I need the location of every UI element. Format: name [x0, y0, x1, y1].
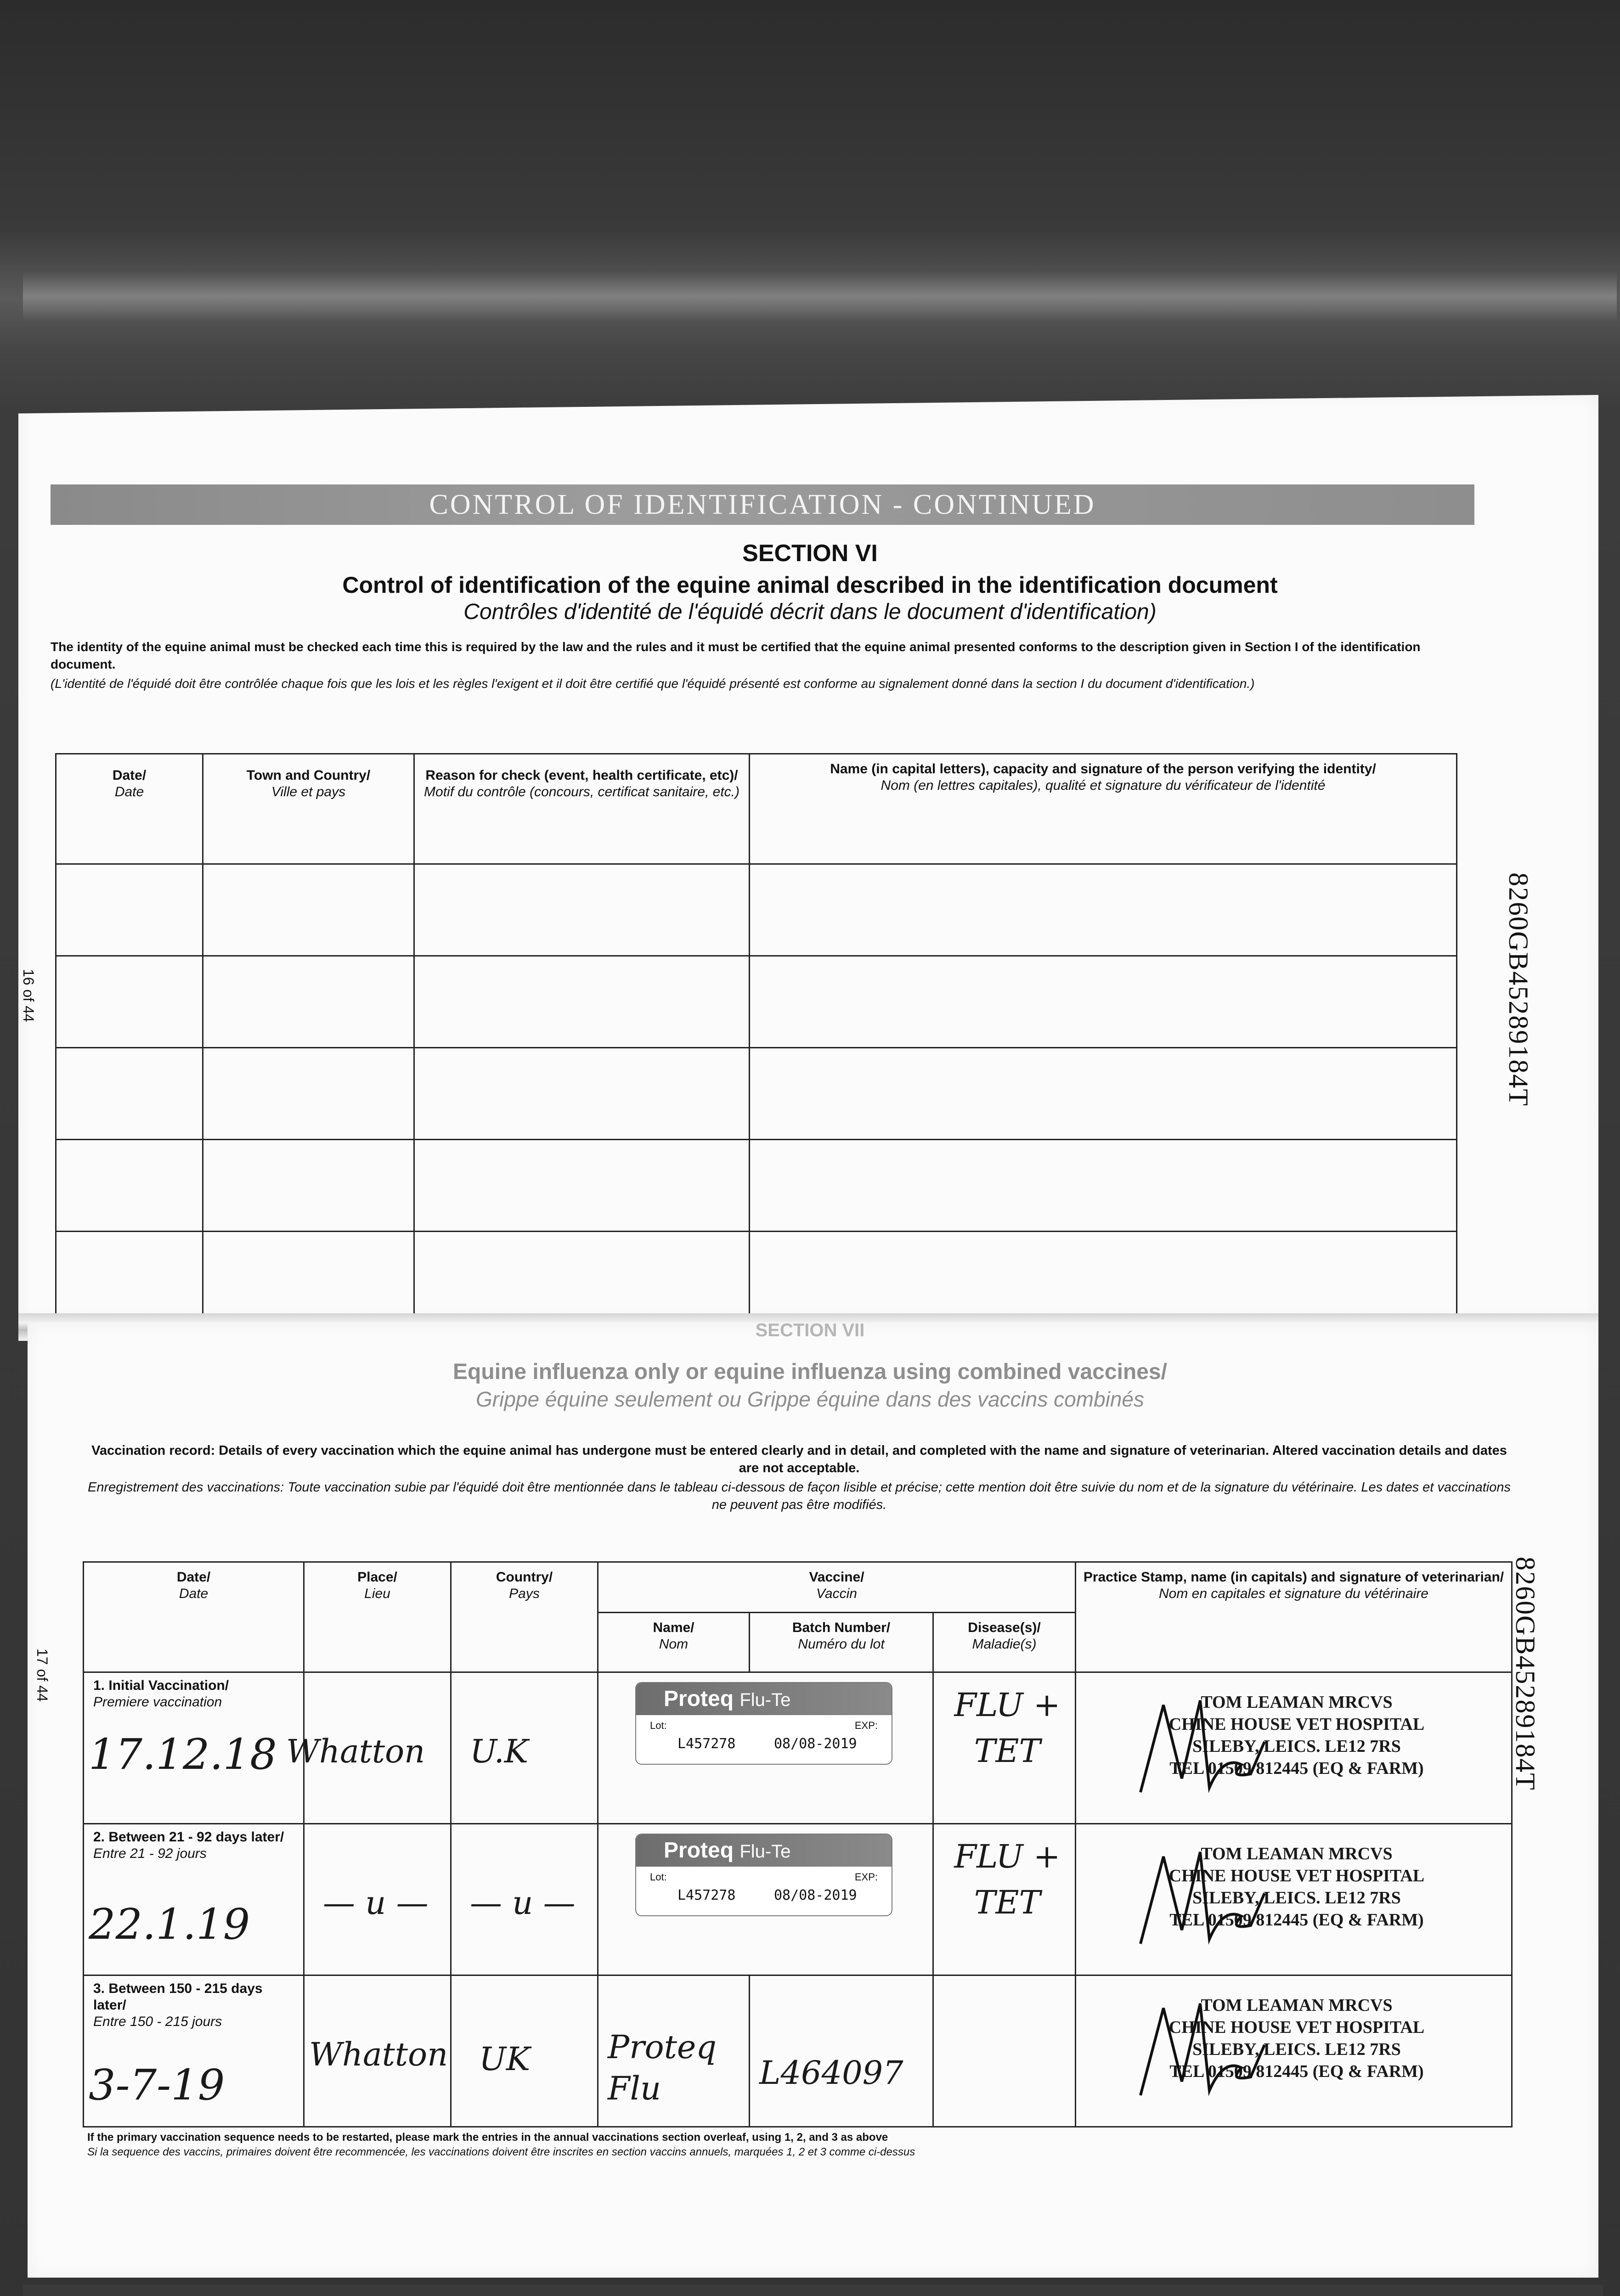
vac-section-title: SECTION VII: [755, 1320, 865, 1340]
vac-place-cell: [304, 1824, 451, 1975]
vac-col-disease: Disease(s)/ Maladie(s): [933, 1613, 1076, 1672]
sticker-exp: 08/08-2019: [774, 1887, 857, 1903]
vac-country: UK: [479, 2040, 531, 2078]
vac-date: 22.1.19: [89, 1900, 250, 1949]
vac-place: Whatton: [286, 1733, 425, 1770]
vet-signature: [1131, 1687, 1269, 1806]
vac-country-cell: [451, 1975, 598, 2127]
vac-col-country: Country/ Pays: [451, 1562, 598, 1672]
intro-en: The identity of the equine animal must be checked each time this is required by the law and the rules and it must be certified that the equine animal presented conforms to the description given in Section I of the identification document.: [51, 640, 1421, 671]
vac-name-cell: [598, 1975, 750, 2127]
vac-disease-cell: [933, 1672, 1076, 1824]
vac-date: 17.12.18: [89, 1730, 277, 1779]
table-row: [84, 1672, 1512, 1824]
scanner-glare: [23, 271, 1617, 321]
section-title: SECTION VI: [742, 540, 878, 567]
col-reason: Reason for check (event, health certificate, etc)/ Motif du contrôle (concours, certificat sanitaire, etc.): [414, 754, 750, 864]
vac-place: Whatton: [309, 2036, 448, 2073]
vac-intro-en: Vaccination record: Details of every vaccination which the equine animal has undergone must be entered clearly and in detail, and completed with the name and signature of veterinarian. Altered vaccination details and dates are not acceptable.: [91, 1443, 1507, 1475]
vac-col-stamp: Practice Stamp, name (in capitals) and signature of veterinarian/ Nom en capitales et signature du vétérinaire: [1076, 1562, 1512, 1672]
vac-name: Proteq Flu: [608, 2028, 717, 2107]
vac-place-cell: [286, 1672, 451, 1824]
vac-col-vaccine: Vaccine/ Vaccin: [598, 1562, 1076, 1613]
table-row: [56, 1232, 1457, 1323]
vaccine-sticker: Proteq Flu-Te Lot: EXP: L457278 08/08-2019: [635, 1834, 892, 1916]
col-town: Town and Country/ Ville et pays: [203, 754, 414, 864]
vac-place: — u —: [323, 1884, 429, 1922]
vac-title-en: Equine influenza only or equine influenza using combined vaccines/: [453, 1360, 1167, 1384]
page-number-top: 16 of 44: [20, 969, 37, 1022]
table-row: [84, 1975, 1512, 2127]
footnote-en: If the primary vaccination sequence needs to be restarted, please mark the entries in the annual vaccinations section overleaf, using 1, 2, and 3 as above: [87, 2131, 888, 2144]
vac-stamp-cell: [1076, 1672, 1512, 1824]
vac-batch: L464097: [759, 2054, 903, 2092]
table-row: [84, 1824, 1512, 1975]
sticker-lot: L457278: [677, 1736, 736, 1752]
vac-disease-cell: [933, 1975, 1076, 2127]
vac-disease: FLU + TET: [954, 1838, 1061, 1921]
scanner-bottom-edge: [23, 2285, 1603, 2296]
vac-row-label: 2. Between 21 - 92 days later/ Entre 21 - 92 jours 22.1.19: [84, 1824, 304, 1975]
table-row: [56, 1048, 1457, 1140]
vaccination-table: [83, 1561, 1513, 2127]
vac-place-cell: [304, 1975, 451, 2127]
vac-intro-fr: Enregistrement des vaccinations: Toute vaccination subie par l'équidé doit être mentionnée dans le tableau ci-dessous de façon lisible et précise; cette mention doit être suivie du nom et de la signature du vétérinaire. Les dates et vaccinations ne peuvent pas être modifiés.: [87, 1480, 1511, 1512]
col-verifier: Name (in capital letters), capacity and signature of the person verifying the identity/ Nom (en lettres capitales), qualité et signature du vérificateur de l'identité: [750, 754, 1457, 864]
table-row: [56, 1140, 1457, 1232]
side-code-top: 8260GB45289184T: [1503, 872, 1534, 1107]
sticker-brand: Proteq Flu-Te: [636, 1835, 892, 1867]
col-date: Date/ Date: [56, 754, 203, 864]
header-band: [51, 484, 1474, 525]
vac-col-batch: Batch Number/ Numéro du lot: [750, 1613, 933, 1672]
table-row: [56, 864, 1457, 956]
vac-batch-cell: [750, 1975, 933, 2127]
vac-disease: FLU + TET: [954, 1686, 1061, 1770]
vet-signature: [1131, 1838, 1269, 1958]
vet-signature: [1131, 1990, 1269, 2109]
vac-col-name: Name/ Nom: [598, 1613, 750, 1672]
vac-country: — u —: [470, 1884, 576, 1922]
header-band-text: CONTROL OF IDENTIFICATION - CONTINUED: [429, 489, 1096, 520]
main-title-fr: Contrôles d'identité de l'équidé décrit dans le document d'identification): [463, 600, 1157, 624]
vac-stamp-cell: [1076, 1824, 1512, 1975]
vac-sticker-cell: [598, 1672, 933, 1824]
vac-header-row: [84, 1562, 1512, 1613]
table-header-row: [56, 754, 1457, 864]
vet-stamp: TOM LEAMAN MRCVS CHINE HOUSE VET HOSPITAL SILEBY, LEICS. LE12 7RS TEL 01509 812445 (EQ & FARM): [1168, 1844, 1425, 1930]
vaccine-sticker: Proteq Flu-Te Lot: EXP: L457278 08/08-2019: [635, 1682, 892, 1765]
vet-stamp: TOM LEAMAN MRCVS CHINE HOUSE VET HOSPITAL SILEBY, LEICS. LE12 7RS TEL 01509 812445 (EQ & FARM): [1168, 1996, 1425, 2081]
main-title: Control of identification of the equine animal described in the identification document: [342, 572, 1278, 598]
sticker-brand: Proteq Flu-Te: [636, 1683, 892, 1715]
vet-stamp: TOM LEAMAN MRCVS CHINE HOUSE VET HOSPITAL SILEBY, LEICS. LE12 7RS TEL 01509 812445 (EQ & FARM): [1168, 1693, 1425, 1778]
vac-row-label: 1. Initial Vaccination/ Premiere vaccination 17.12.18: [84, 1672, 304, 1824]
vac-country-cell: [451, 1824, 598, 1975]
vac-stamp-cell: [1076, 1975, 1512, 2127]
page-number-bottom: 17 of 44: [34, 1649, 51, 1702]
vac-disease-cell: [933, 1824, 1076, 1975]
sticker-lot: L457278: [677, 1887, 736, 1903]
vac-col-place: Place/ Lieu: [304, 1562, 451, 1672]
vac-title-fr: Grippe équine seulement ou Grippe équine dans des vaccins combinés: [476, 1387, 1144, 1411]
vac-date: 3-7-19: [89, 2060, 225, 2110]
vac-country: U.K: [470, 1733, 529, 1770]
table-row: [56, 956, 1457, 1048]
vac-row-label: 3. Between 150 - 215 days later/ Entre 150 - 215 jours 3-7-19: [84, 1975, 304, 2127]
footnote-fr: Si la sequence des vaccins, primaires doivent être recommencée, les vaccinations doivent être inscrites en section vaccins annuels, marquées 1, 2 et 3 comme ci-dessus: [87, 2146, 915, 2158]
side-code-bottom: 8260GB45289184T: [1510, 1557, 1541, 1791]
vac-sticker-cell: [598, 1824, 933, 1975]
intro-fr: (L'identité de l'équidé doit être contrôlée chaque fois que les lois et les règles l'exigent et il doit être certifié que l'équidé présenté est conforme au signalement donné dans la section I du document d'identification.): [51, 676, 1255, 691]
vac-country-cell: [451, 1672, 598, 1824]
sticker-exp: 08/08-2019: [774, 1736, 857, 1752]
identity-check-table: [55, 753, 1457, 1324]
vac-col-date: Date/ Date: [84, 1562, 304, 1672]
